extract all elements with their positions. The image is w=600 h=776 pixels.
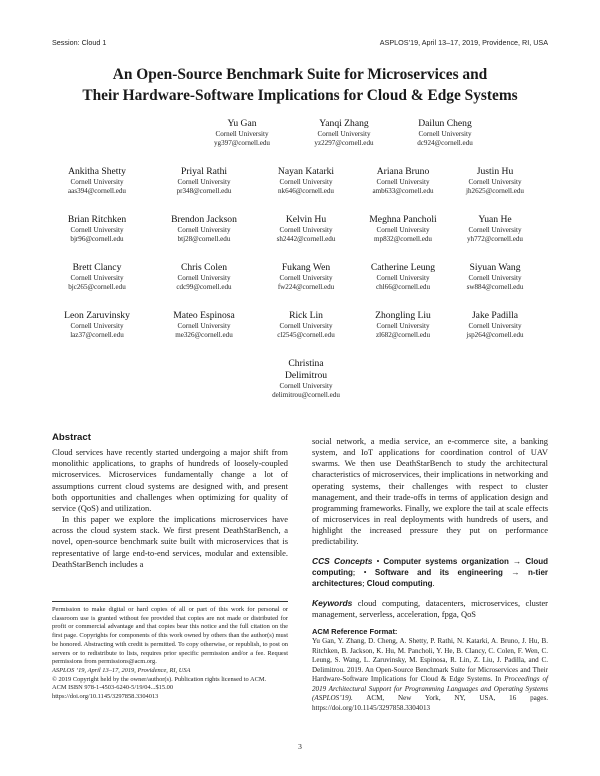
author: Christina Delimitrou Cornell University delimitrou@cornell.edu <box>272 358 340 400</box>
author: Yanqi Zhang Cornell University yz2297@cornell.edu <box>314 118 374 148</box>
permission-notice <box>52 601 288 702</box>
abstract-paragraph: Cloud services have recently started undergoing a major shift from monolithic applications, to graphs of hundreds of loosely-coupled microservices. Microservices fundamentally change a lot of assumptions current cloud systems are designed with, and present both opportunities and challenges when optimizing for quality of service (QoS) and utilization. <box>52 447 288 513</box>
author: Rick Lin Cornell University cl2545@cornell.edu <box>277 310 335 340</box>
author: Brian Ritchken Cornell University bjr96@cornell.edu <box>67 214 127 244</box>
author: Ankitha Shetty Cornell University aas394@cornell.edu <box>68 166 126 196</box>
ccs-concepts: CCS Concepts • Computer systems organization → Cloud computing; • Software and its engineering → n-tier architectures; Cloud computing. <box>312 555 548 589</box>
author: Meghna Pancholi Cornell University mp832@cornell.edu <box>369 214 437 244</box>
author: Siyuan Wang Cornell University sw884@cornell.edu <box>466 262 524 292</box>
author-row <box>52 166 548 214</box>
doi-link[interactable]: https://doi.org/10.1145/3297858.3304013 <box>52 693 159 701</box>
conference-label: ASPLOS’19, April 13–17, 2019, Providence, RI, USA <box>379 38 548 47</box>
permission-text: Permission to make digital or hard copies of all or part of this work for personal or classroom use is granted without fee provided that copies are not made or distributed for profit or commercial advantage and that copies bear this notice and the full citation on the first page. Copyrights for components of this work owned by others than the author(s) must be honored. Abstracting with credit is permitted. To copy otherwise, or republish, to post on servers or to redistribute to lists, requires prior specific permission and/or a fee. Request permissions from permissions@acm.org. <box>52 606 288 666</box>
author-block <box>52 118 548 406</box>
isbn-line: ACM ISBN 978-1-4503-6240-5/19/04...$15.00 <box>52 684 174 692</box>
author: Yuan He Cornell University yh772@cornell.edu <box>467 214 523 244</box>
page-number: 3 <box>298 742 302 751</box>
conference-line: ASPLOS ’19, April 13–17, 2019, Providence, RI, USA <box>52 666 191 674</box>
author-row <box>52 214 548 262</box>
reference-body: Yu Gan, Y. Zhang, D. Cheng, A. Shetty, P. Rathi, N. Katarki, A. Bruno, J. Hu, B. Ritchken, B. Jackson, K. Hu, M. Pancholi, Y. He, B. Clancy, C. Colen, F. Wen, C. Leung, S. Wang, L. Zaruvinsky, M. Espinosa, R. Lin, Z. Liu, J. Padilla, and C. Delimitrou. 2019. An Open-Source Benchmark Suite for Microservices and Their Hardware-Software Implications for Cloud & Edge Systems. In Proceedings of 2019 Architectural Support for Programming Languages and Operating Systems (ASPLOS’19). ACM, New York, NY, USA, 16 pages. https://doi.org/10.1145/3297858.3304013 <box>312 637 548 712</box>
title-line-2: Their Hardware-Software Implications for Cloud & Edge Systems <box>82 87 518 104</box>
author: Priyal Rathi Cornell University pr348@cornell.edu <box>176 166 232 196</box>
author: Brett Clancy Cornell University bjc265@cornell.edu <box>68 262 126 292</box>
left-column <box>52 432 288 570</box>
author: Justin Hu Cornell University jh2625@cornell.edu <box>466 166 524 196</box>
reference-heading: ACM Reference Format: <box>312 627 398 637</box>
abstract-paragraph: social network, a media service, an e-commerce site, a banking system, and IoT applications for coordination control of UAV swarms. We then use DeathStarBench to study the architectural characteristics of microservices, their implications in networking and operating systems, their challenges with respect to cluster management, and their trade-offs in terms of application design and programming frameworks. Finally, we explore the tail at scale effects of microservices in real deployments with hundreds of users, and highlight the increased pressure they put on performance predictability. <box>312 436 548 547</box>
author: Chris Colen Cornell University cdc99@cornell.edu <box>176 262 232 292</box>
right-column <box>312 436 548 713</box>
abstract-heading: Abstract <box>52 432 91 443</box>
running-header <box>52 38 548 47</box>
author: Dailun Cheng Cornell University dc924@cornell.edu <box>417 118 473 148</box>
abstract-paragraph: In this paper we explore the implications microservices have across the cloud system stack. We first present DeathStarBench, a novel, open-source benchmark suite built with microservices that is representative of large end-to-end services, modular and extensible. DeathStarBench includes a <box>52 514 288 569</box>
title-line-1: An Open-Source Benchmark Suite for Microservices and <box>112 66 488 83</box>
author: Fukang Wen Cornell University fw224@cornell.edu <box>277 262 335 292</box>
author: Mateo Espinosa Cornell University me326@cornell.edu <box>173 310 235 340</box>
keywords: Keywords cloud computing, datacenters, microservices, cluster management, serverless, acceleration, fpga, QoS <box>312 597 548 619</box>
author: Brendon Jackson Cornell University btj28@cornell.edu <box>171 214 237 244</box>
author: Ariana Bruno Cornell University amb633@cornell.edu <box>372 166 434 196</box>
author: Jake Padilla Cornell University jsp264@cornell.edu <box>466 310 524 340</box>
author: Nayan Katarki Cornell University nk646@cornell.edu <box>277 166 335 196</box>
author-row <box>52 118 548 166</box>
author: Zhongling Liu Cornell University zl682@cornell.edu <box>375 310 431 340</box>
author: Leon Zaruvinsky Cornell University laz37@cornell.edu <box>64 310 130 340</box>
session-label: Session: Cloud 1 <box>52 38 107 47</box>
author-row <box>52 358 548 406</box>
author-row <box>52 310 548 358</box>
author: Yu Gan Cornell University yg397@cornell.edu <box>214 118 270 148</box>
author: Catherine Leung Cornell University chl66@cornell.edu <box>370 262 436 292</box>
copyright-line: © 2019 Copyright held by the owner/author(s). Publication rights licensed to ACM. <box>52 675 267 683</box>
author-row <box>52 262 548 310</box>
paper-title <box>40 64 560 106</box>
author: Kelvin Hu Cornell University sh2442@cornell.edu <box>276 214 336 244</box>
